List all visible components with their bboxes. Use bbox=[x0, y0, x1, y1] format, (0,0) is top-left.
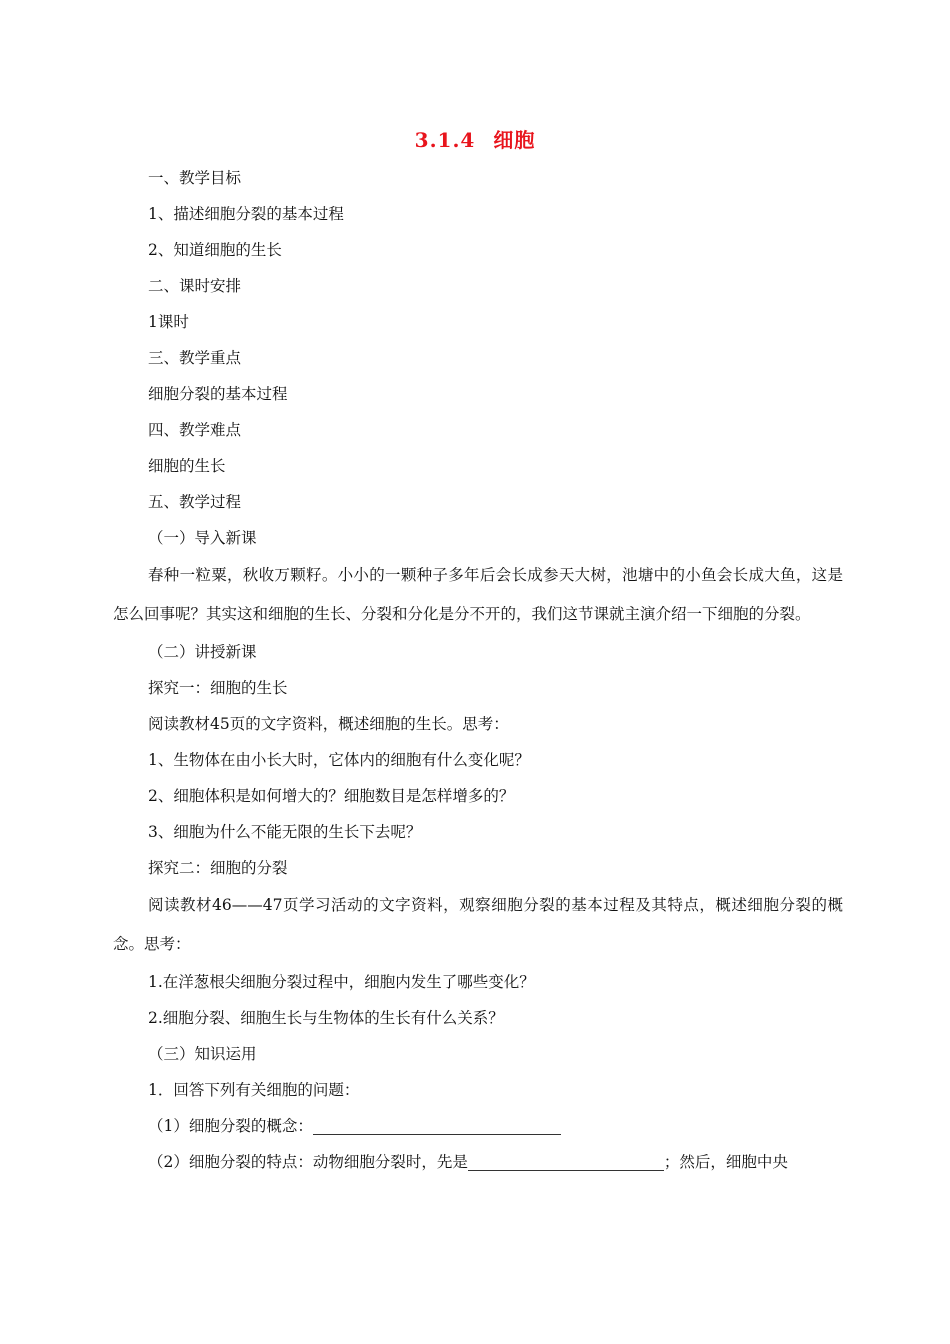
section-heading: 五、教学过程 bbox=[148, 493, 242, 511]
intro-paragraph: 春种一粒粟，秋收万颗籽。小小的一颗种子多年后会长成参天大树，池塘中的小鱼会长成大鱼，这是怎么回事呢？其实这和细胞的生长、分裂和分化是分不开的，我们这节课就主演介绍一下细胞的分裂。 bbox=[113, 566, 843, 623]
subsection-heading: （三）知识运用 bbox=[148, 1045, 257, 1063]
question-line: 3、细胞为什么不能无限的生长下去呢？ bbox=[148, 823, 422, 841]
exercise-prompt-tail: ；然后，细胞中央 bbox=[663, 1153, 788, 1171]
text-line: 探究一：细胞的生长 bbox=[148, 679, 288, 697]
text-line: 探究二：细胞的分裂 bbox=[148, 859, 288, 877]
exercise-prompt: （2）细胞分裂的特点：动物细胞分裂时，先是 bbox=[148, 1153, 468, 1171]
section-heading: 一、教学目标 bbox=[148, 169, 242, 187]
answer-blank bbox=[468, 1150, 664, 1171]
answer-blank bbox=[313, 1114, 561, 1135]
exercise-prompt: （1）细胞分裂的概念： bbox=[148, 1117, 313, 1135]
text-line: 1、描述细胞分裂的基本过程 bbox=[148, 205, 344, 223]
text-line: 阅读教材45页的文字资料，概述细胞的生长。思考： bbox=[148, 715, 509, 733]
subsection-heading: （一）导入新课 bbox=[148, 529, 257, 547]
question-line: 2、细胞体积是如何增大的？细胞数目是怎样增多的？ bbox=[148, 787, 515, 805]
text-line: 细胞的生长 bbox=[148, 457, 226, 475]
section-heading: 三、教学重点 bbox=[148, 349, 242, 367]
exercise-line: 1．回答下列有关细胞的问题： bbox=[148, 1081, 360, 1099]
title-text: 细胞 bbox=[493, 128, 536, 152]
question-line: 1.在洋葱根尖细胞分裂过程中，细胞内发生了哪些变化？ bbox=[148, 973, 535, 991]
exercise-line bbox=[113, 1108, 843, 1144]
reading-paragraph: 阅读教材46——47页学习活动的文字资料，观察细胞分裂的基本过程及其特点，概述细胞分裂的概念。思考： bbox=[113, 896, 843, 953]
section-heading: 二、课时安排 bbox=[148, 277, 242, 295]
text-line: 1课时 bbox=[148, 313, 189, 331]
question-line: 2.细胞分裂、细胞生长与生物体的生长有什么关系？ bbox=[148, 1009, 504, 1027]
page-title bbox=[0, 124, 950, 153]
text-line: 细胞分裂的基本过程 bbox=[148, 385, 288, 403]
document-body bbox=[113, 160, 843, 1180]
title-number: 3.1.4 bbox=[414, 128, 476, 152]
text-line: 2、知道细胞的生长 bbox=[148, 241, 282, 259]
exercise-line bbox=[113, 1144, 843, 1180]
subsection-heading: （二）讲授新课 bbox=[148, 643, 257, 661]
section-heading: 四、教学难点 bbox=[148, 421, 242, 439]
question-line: 1、生物体在由小长大时，它体内的细胞有什么变化呢？ bbox=[148, 751, 530, 769]
